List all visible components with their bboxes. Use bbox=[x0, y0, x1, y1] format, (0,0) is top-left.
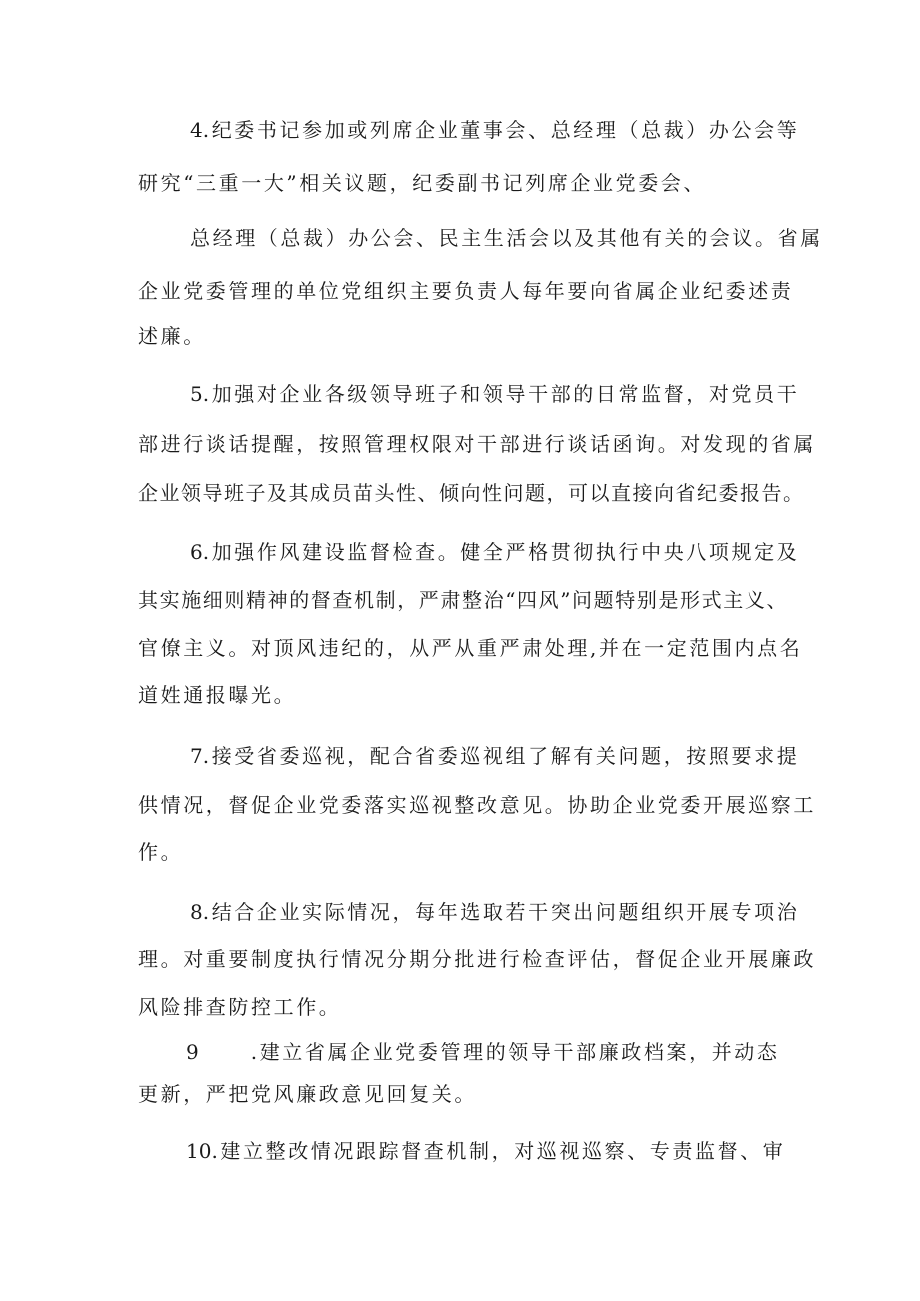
paragraph-6-line-3 bbox=[138, 634, 802, 662]
line-text: .纪委书记参加或列席企业董事会、总经理（总裁）办公会等 bbox=[202, 118, 800, 142]
line-text: 企业党委管理的单位党组织主要负责人每年要向省属企业纪委述责 bbox=[138, 279, 794, 303]
line-text: 其实施细则精神的督查机制，严肃整治“四风”问题特别是形式主义、 bbox=[138, 588, 789, 612]
line-text: 官僚主义。对顶风违纪的，从严从重严肃处理,并在一定范围内点名 bbox=[138, 636, 803, 660]
paragraph-4-line-1 bbox=[190, 116, 799, 144]
line-text: 企业领导班子及其成员苗头性、倾向性问题，可以直接向省纪委报告。 bbox=[138, 481, 805, 505]
line-text: 作。 bbox=[138, 840, 184, 864]
line-text: 更新，严把党风廉政意见回复关。 bbox=[138, 1082, 477, 1106]
paragraph-7-line-1 bbox=[190, 742, 799, 770]
paragraph-5-line-2 bbox=[138, 430, 816, 458]
paragraph-6-line-4 bbox=[138, 681, 296, 709]
paragraph-7-line-3 bbox=[138, 838, 183, 866]
paragraph-cont-line-1 bbox=[190, 224, 823, 252]
paragraph-8-line-2 bbox=[138, 945, 816, 973]
paragraph-6-line-1 bbox=[190, 538, 799, 566]
paragraph-9-line-1 bbox=[186, 1038, 780, 1066]
line-text: 述廉。 bbox=[138, 324, 206, 348]
line-text: .结合企业实际情况，每年选取若干突出问题组织开展专项治 bbox=[202, 900, 800, 924]
paragraph-cont-line-3 bbox=[138, 322, 206, 350]
paragraph-cont-line-2 bbox=[138, 277, 793, 305]
line-text: 供情况，督促企业党委落实巡视整改意见。协助企业党委开展巡察工 bbox=[138, 793, 816, 817]
item-number: 10 bbox=[186, 1139, 212, 1163]
line-text: 理。对重要制度执行情况分期分批进行检查评估，督促企业开展廉政 bbox=[138, 947, 816, 971]
line-text: .加强作风建设监督检查。健全严格贯彻执行中央八项规定及 bbox=[202, 540, 800, 564]
paragraph-8-line-1 bbox=[190, 898, 799, 926]
line-text: .建立省属企业党委管理的领导干部廉政档案，并动态 bbox=[250, 1040, 780, 1064]
item-number: 4 bbox=[190, 118, 203, 142]
paragraph-6-line-2 bbox=[138, 586, 788, 614]
paragraph-7-line-2 bbox=[138, 791, 816, 819]
line-text: 研究“三重一大”相关议题，纪委副书记列席企业党委会、 bbox=[138, 171, 707, 195]
item-number: 9 bbox=[186, 1040, 199, 1064]
line-text: 道姓通报曝光。 bbox=[138, 683, 297, 707]
item-number: 5 bbox=[190, 382, 203, 406]
line-text: .建立整改情况跟踪督查机制，对巡视巡察、专责监督、审 bbox=[211, 1139, 786, 1163]
line-text: 总经理（总裁）办公会、民主生活会以及其他有关的会议。省属 bbox=[190, 226, 823, 250]
line-text: .接受省委巡视，配合省委巡视组了解有关问题，按照要求提 bbox=[202, 744, 800, 768]
item-number: 7 bbox=[190, 744, 203, 768]
paragraph-9-line-2 bbox=[138, 1080, 477, 1108]
paragraph-8-line-3 bbox=[138, 993, 341, 1021]
item-number: 8 bbox=[190, 900, 203, 924]
paragraph-5-line-1 bbox=[190, 380, 799, 408]
line-text: 部进行谈话提醒，按照管理权限对干部进行谈话函询。对发现的省属 bbox=[138, 432, 816, 456]
line-text: 风险排查防控工作。 bbox=[138, 995, 342, 1019]
line-text: .加强对企业各级领导班子和领导干部的日常监督，对党员干 bbox=[202, 382, 800, 406]
paragraph-5-line-3 bbox=[138, 479, 805, 507]
paragraph-4-line-2 bbox=[138, 169, 706, 197]
item-number: 6 bbox=[190, 540, 203, 564]
paragraph-10-line-1 bbox=[186, 1137, 785, 1165]
